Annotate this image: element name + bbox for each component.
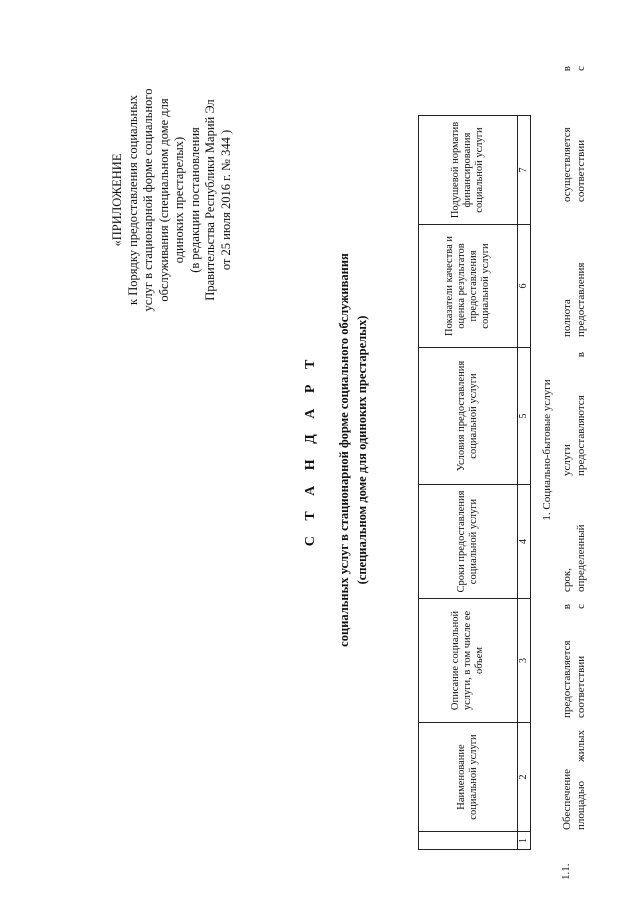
row-name-line: Обеспечение: [561, 769, 573, 830]
document-title: С Т А Н Д А Р Т: [303, 353, 318, 547]
row-terms-line: срок,: [561, 568, 573, 592]
document-subtitle-2: (специальном доме для одиноких престарелых): [355, 315, 369, 585]
appendix-line: Правительства Республики Марий Эл: [203, 99, 217, 301]
appendix-line: от 25 июля 2016 г. № 344 ): [218, 129, 233, 271]
row-description-line: предоставляется в: [561, 604, 573, 718]
column-number: 5: [518, 348, 531, 485]
column-number: 3: [518, 599, 531, 723]
header-cell-terms: Сроки предоставления социальной услуги: [419, 485, 518, 599]
header-cell-description: Описание социальной услуги, в том числе ее объем: [419, 599, 518, 723]
appendix-line: услуг в стационарной форме социального: [141, 88, 155, 312]
column-number: 2: [518, 723, 531, 832]
header-cell-name: Наименование социальной услуги: [419, 723, 518, 832]
rotated-document: [20, 10, 630, 890]
header-cell-empty: [419, 832, 518, 850]
row-description: [560, 604, 588, 718]
row-number: 1.1.: [560, 863, 572, 880]
appendix-line: одиноких престарелых): [172, 136, 186, 264]
row-conditions-line: предоставляются в: [575, 352, 587, 476]
row-quality-line: предоставления: [575, 262, 587, 337]
row-name-line: площадью жилых: [575, 730, 587, 830]
row-terms-line: определенный: [575, 524, 587, 592]
appendix-line: (в редакции постановления: [187, 127, 202, 273]
document-subtitle: социальных услуг в стационарной форме социального обслуживания: [337, 253, 351, 647]
row-conditions: [560, 352, 588, 476]
row-description-line: соответствии с: [575, 604, 587, 718]
column-number: 6: [518, 225, 531, 348]
section-heading: 1. Социально-бытовые услуги: [541, 379, 553, 521]
appendix-line: обслуживания (специальном доме для: [156, 98, 171, 302]
column-number: 7: [518, 116, 531, 225]
row-name: [560, 730, 588, 830]
column-number: 1: [518, 832, 531, 850]
table-number-row: [518, 116, 531, 850]
row-terms: [560, 488, 588, 592]
standard-table: [418, 115, 531, 850]
header-cell-funding: Подушевой норматив финансирования социальной услуги: [419, 116, 518, 225]
row-funding-line: осуществляется в: [561, 66, 573, 202]
appendix-block: [110, 50, 234, 350]
row-funding: [560, 66, 588, 202]
appendix-line: к Порядку предоставления социальных: [125, 95, 140, 305]
header-cell-conditions: Условия предоставления социальной услуги: [419, 348, 518, 485]
header-cell-quality: Показатели качества и оценка результатов предоставления социальной услуги: [419, 225, 518, 348]
row-conditions-line: услуги: [561, 444, 573, 476]
table-header-row: [419, 116, 518, 850]
column-number: 4: [518, 485, 531, 599]
row-quality-line: полнота: [561, 299, 573, 337]
row-funding-line: соответствии с: [575, 66, 587, 202]
appendix-line: «ПРИЛОЖЕНИЕ: [110, 153, 124, 247]
row-quality: [560, 225, 588, 337]
